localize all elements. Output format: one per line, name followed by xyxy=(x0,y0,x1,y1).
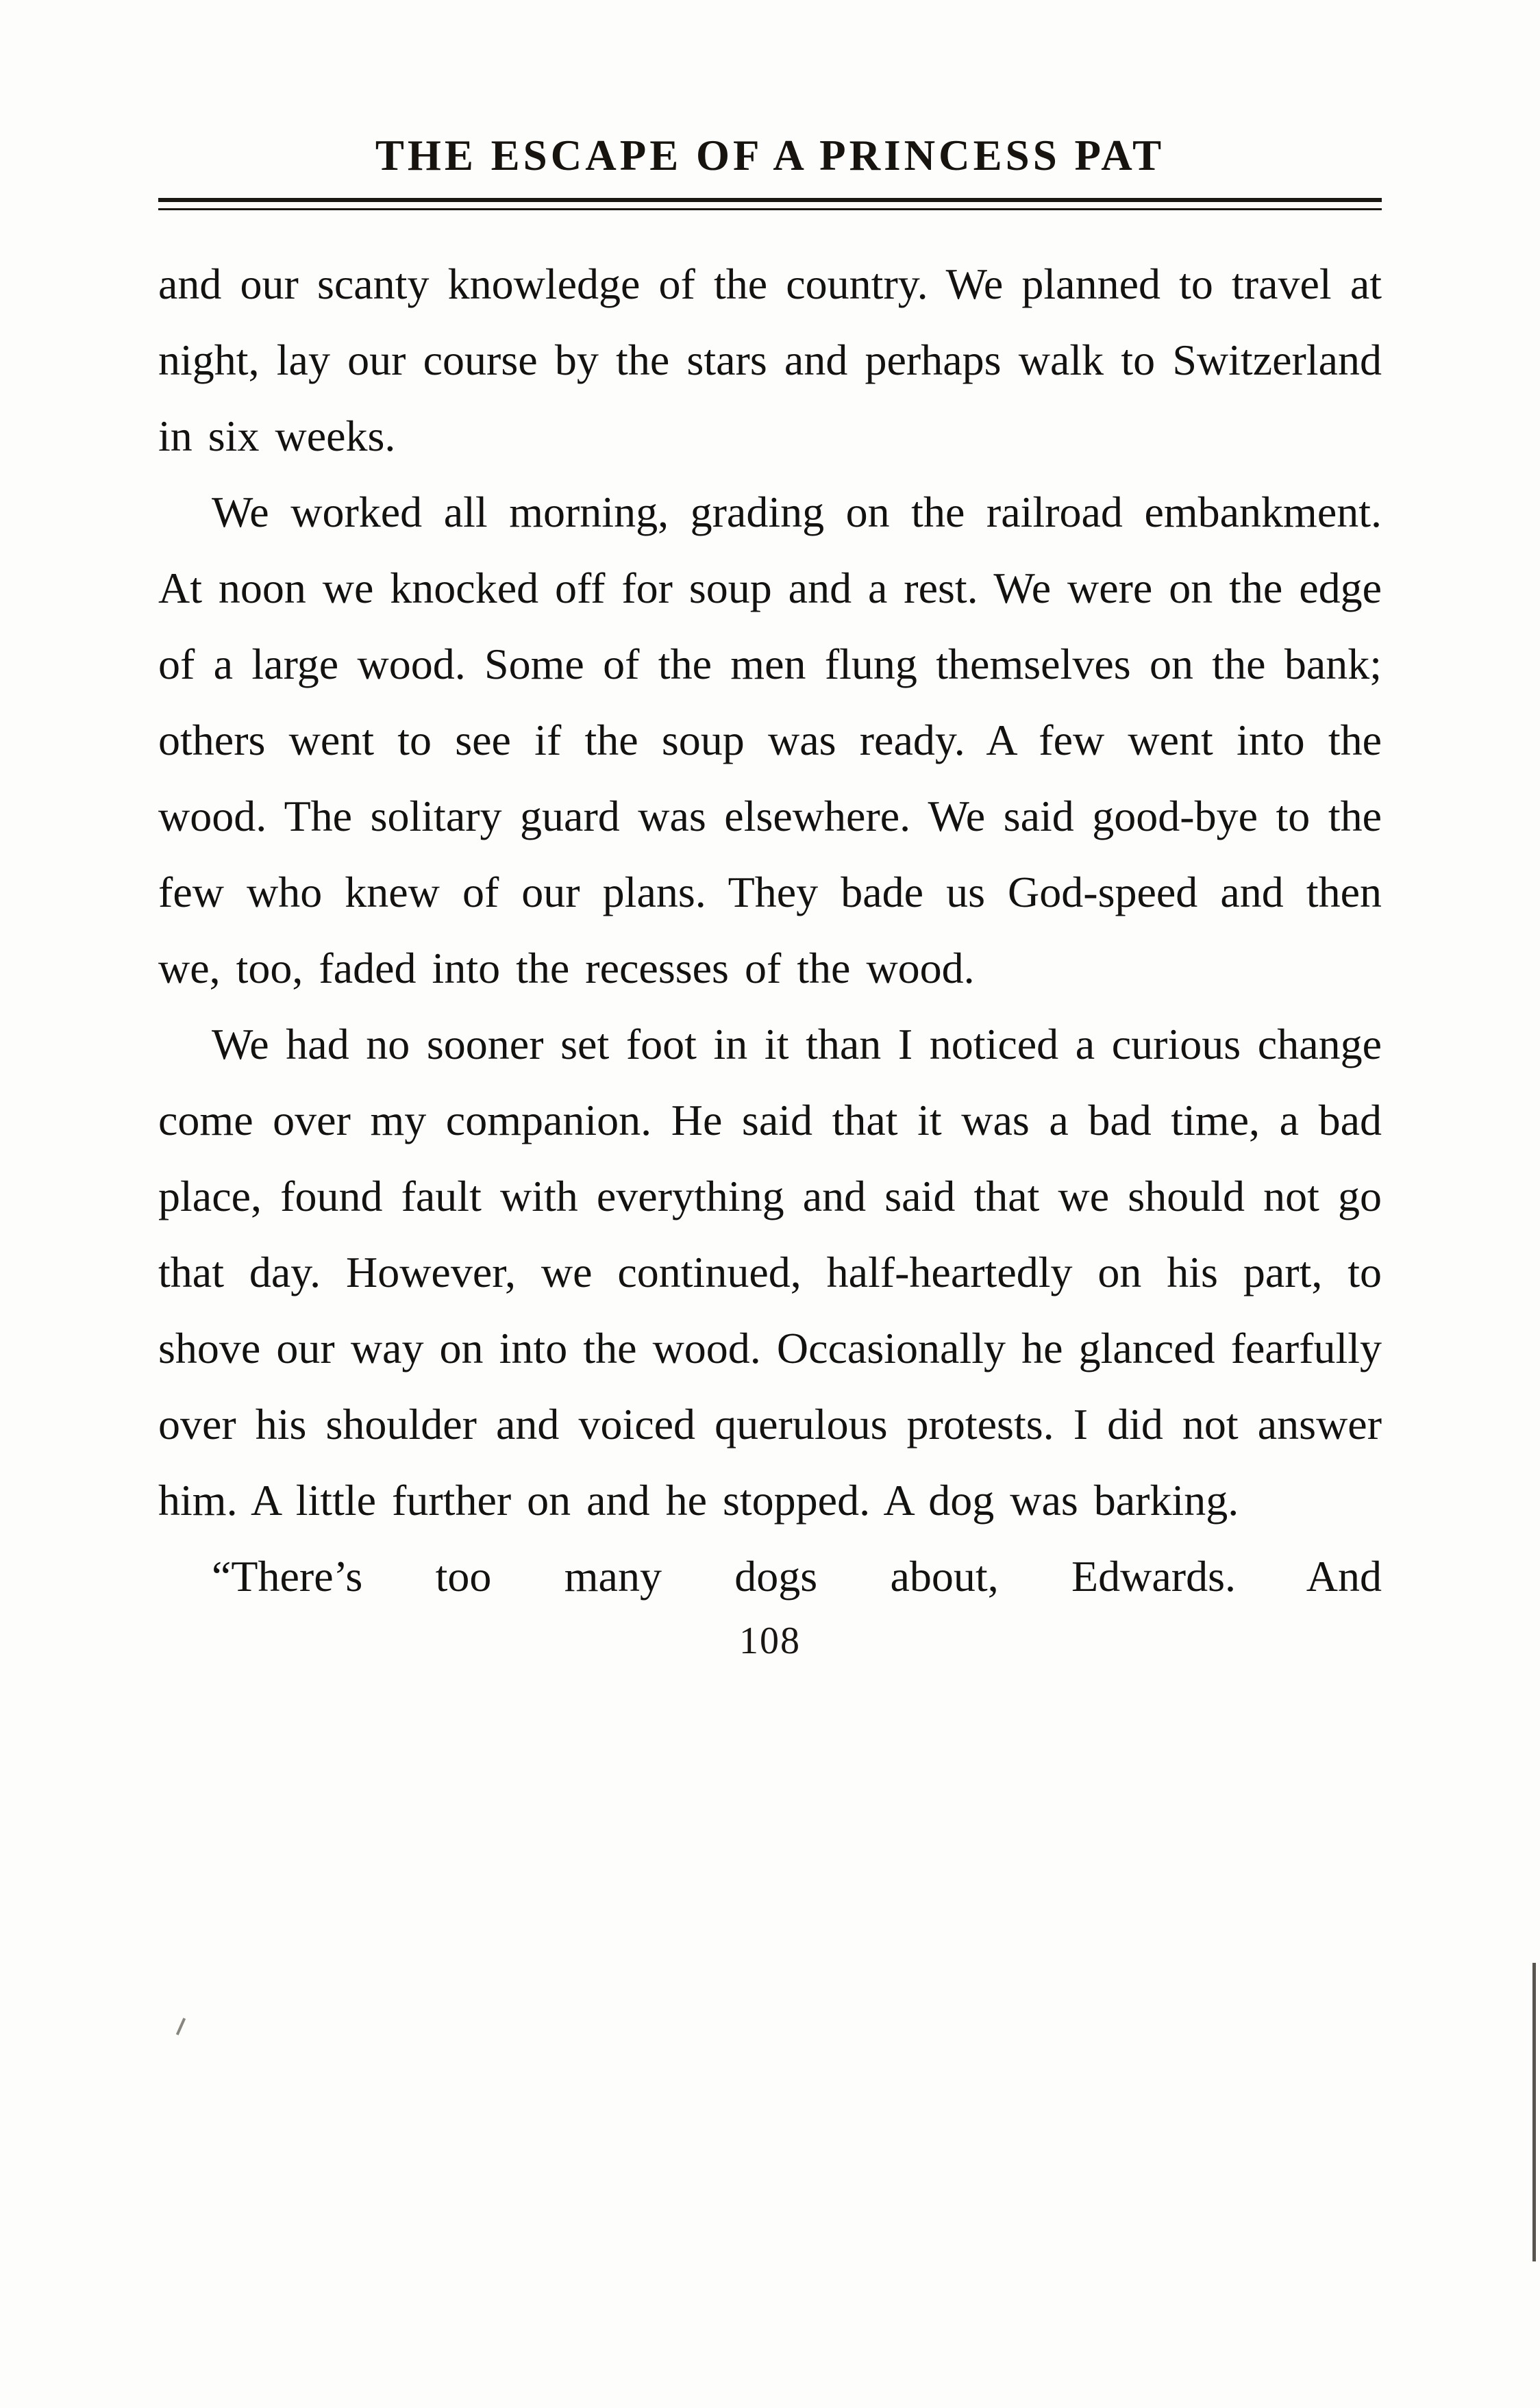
paragraph: “There’s too many dogs about, Edwards. And xyxy=(212,1552,1382,1601)
paragraph: We worked all morning, grading on the railroad embankment. At noon we knocked off for soup and a rest. We were on the edge of a large wood. Some of the men flung themselves on the bank; others went to see if the soup was ready. A few went into the wood. The solitary guard was elsewhere. We said good-bye to the few who knew of our plans. They bade us God-speed and then we, too, faded into the recesses of the wood. xyxy=(158,488,1382,992)
scan-artifact-line xyxy=(1532,1963,1536,2261)
paragraph: We had no sooner set foot in it than I noticed a curious change come over my companion. He said that it was a bad time, a bad place, found fault with everything and said that we should not go that day. However, we continued, half-heartedly on his part, to shove our way on into the wood. Occasionally he glanced fearfully over his shoulder and voiced querulous protests. I did not answer him. A little further on and he stopped. A dog was barking. xyxy=(158,1020,1382,1525)
paragraph: and our scanty knowledge of the country. We planned to travel at night, lay our course by the stars and perhaps walk to Switzerland in six weeks. xyxy=(158,260,1382,460)
header-double-rule xyxy=(158,198,1382,210)
running-header: THE ESCAPE OF A PRINCESS PAT xyxy=(375,131,1165,179)
body-text xyxy=(158,246,1382,1614)
scan-stray-mark xyxy=(176,2018,186,2035)
page-number: 108 xyxy=(739,1620,801,1662)
text-block xyxy=(158,0,1382,1664)
